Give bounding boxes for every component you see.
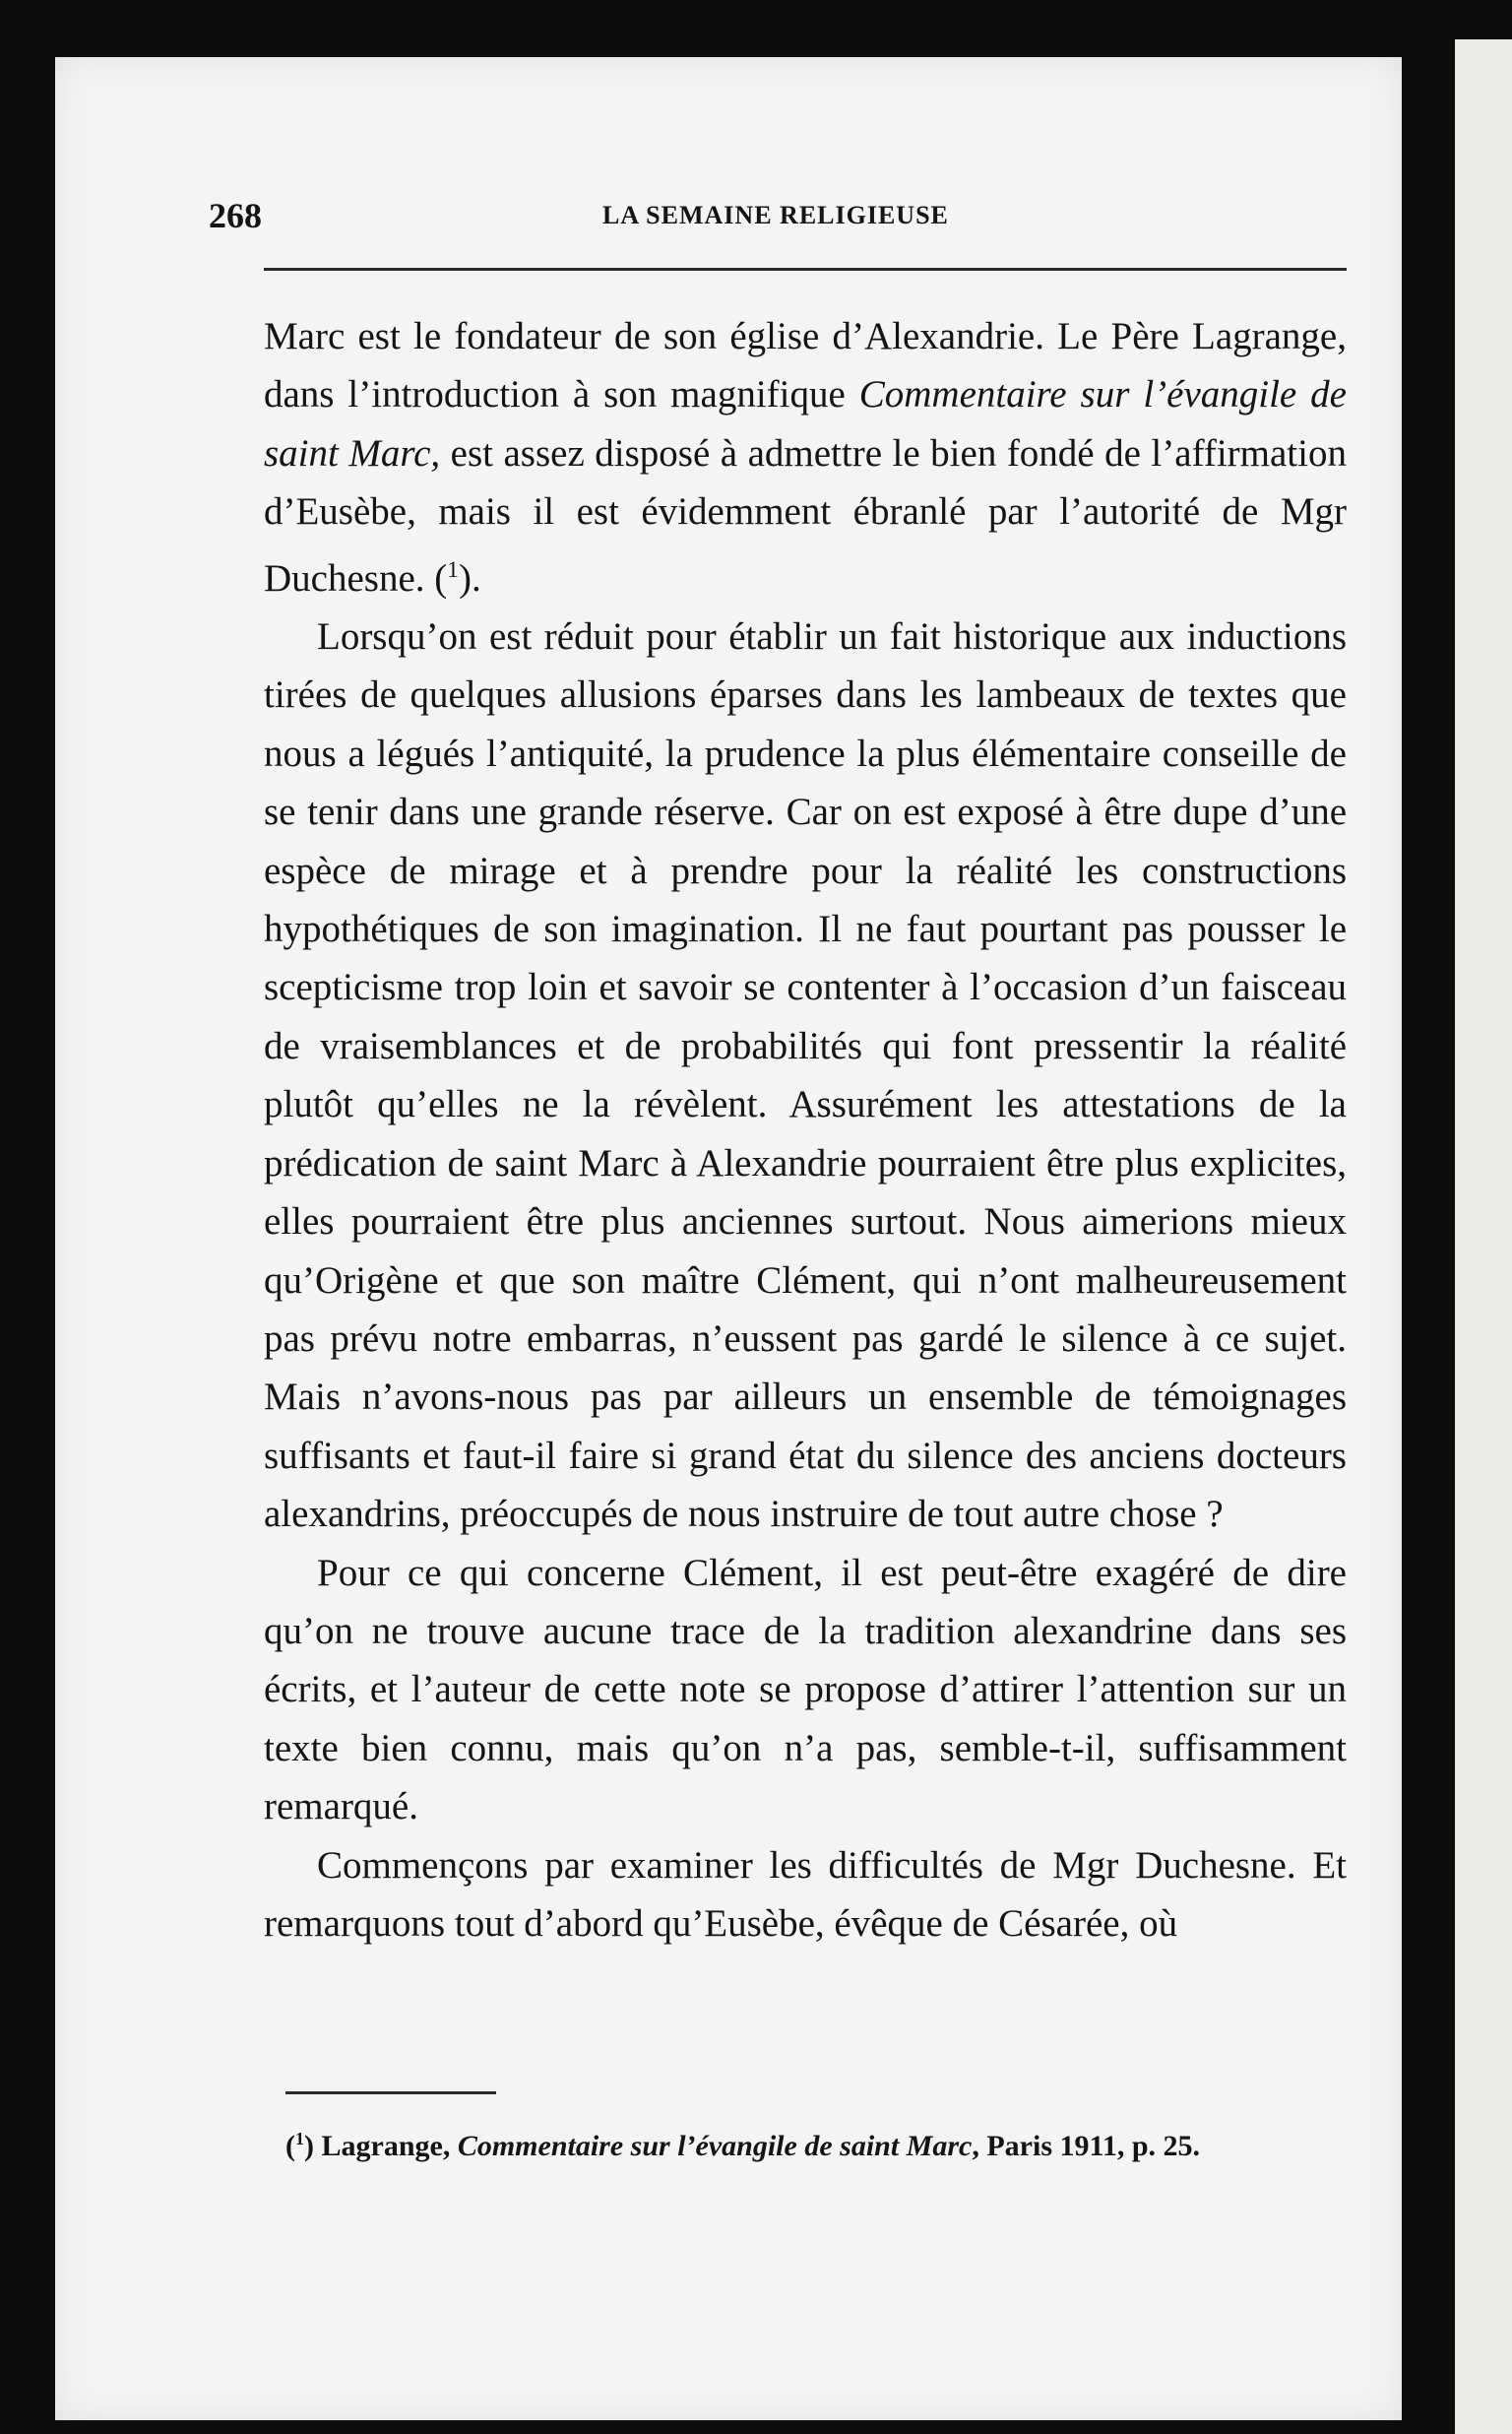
header-rule — [264, 268, 1347, 271]
paragraph-2: Lorsqu’on est réduit pour établir un fait historique aux inductions tirées de quelques allusions éparses dans les lambeaux de textes que nous a légués l’antiquité, la prudence la plus élémentaire conseille de se tenir dans une grande réserve. Car on est exposé à être dupe d’une espèce de mirage et à prendre pour la réalité les constructions hypothétiques de son imagination. Il ne faut pourtant pas pousser le scepticisme trop loin et savoir se contenter à l’occasion d’un faisceau de vraisemblances et de probabilités qui font pressentir la réalité plutôt qu’elles ne la révèlent. Assurément les attestations de la prédication de saint Marc à Alexandrie pourraient être plus explicites, elles pourraient être plus anciennes surtout. Nous aimerions mieux qu’Origène et que son maître Clément, qui n’ont malheureusement pas prévu notre embarras, n’eussent pas gardé le silence à ce sujet. Mais n’avons-nous pas par ailleurs un ensemble de témoignages suffisants et faut-il faire si grand état du silence des anciens docteurs alexandrins, préoccupés de nous instruire de tout autre chose ? — [264, 615, 1347, 1536]
footnote-rule — [285, 2091, 496, 2094]
footnote-ref: 1 — [447, 556, 459, 583]
footnote: ($^1$) Lagrange, Commentaire sur l’évangile de saint Marc, Paris 1911, p. 25. — [285, 2129, 1201, 2162]
footnote-rest: , Paris 1911, p. 25. — [972, 2130, 1201, 2162]
p1-text-b: est assez disposé à admettre le bien fondé de l’affirmation d’Eusèbe, mais il est évidemment ébranlé par l’autorité de Mgr Duchesne. ( — [264, 431, 1347, 600]
paragraph-1 — [264, 307, 1347, 608]
footnote-title: Commentaire sur l’évangile de saint Marc — [457, 2130, 973, 2162]
page-number: 268 — [209, 196, 262, 235]
adjacent-page-edge — [1455, 39, 1512, 2434]
p1-text-a: Marc est le fondateur de son église d’Alexandrie. Le Père Lagrange, dans l’introduction à son magnifique — [264, 315, 1347, 416]
page-header — [209, 195, 1341, 244]
footnote-marker: 1 — [295, 2129, 304, 2148]
p1-text-c: ). — [458, 556, 481, 600]
p1-book-title: Commentaire sur l’évangile de saint Marc, — [264, 373, 1347, 475]
body-text — [264, 307, 1347, 1953]
running-title: LA SEMAINE RELIGIEUSE — [602, 201, 949, 229]
paragraph-3: Pour ce qui concerne Clément, il est peut-être exagéré de dire qu’on ne trouve aucune trace de la tradition alexandrine dans ses écrits, et l’auteur de cette note se propose d’attirer l’attention sur un texte bien connu, mais qu’on n’a pas, semble-t-il, suffisamment remarqué. — [264, 1551, 1347, 1828]
footnote-author: Lagrange, — [321, 2130, 458, 2162]
paragraph-4: Commençons par examiner les difficultés de Mgr Duchesne. Et remarquons tout d’abord qu’Eusèbe, évêque de Césarée, où — [264, 1843, 1347, 1945]
